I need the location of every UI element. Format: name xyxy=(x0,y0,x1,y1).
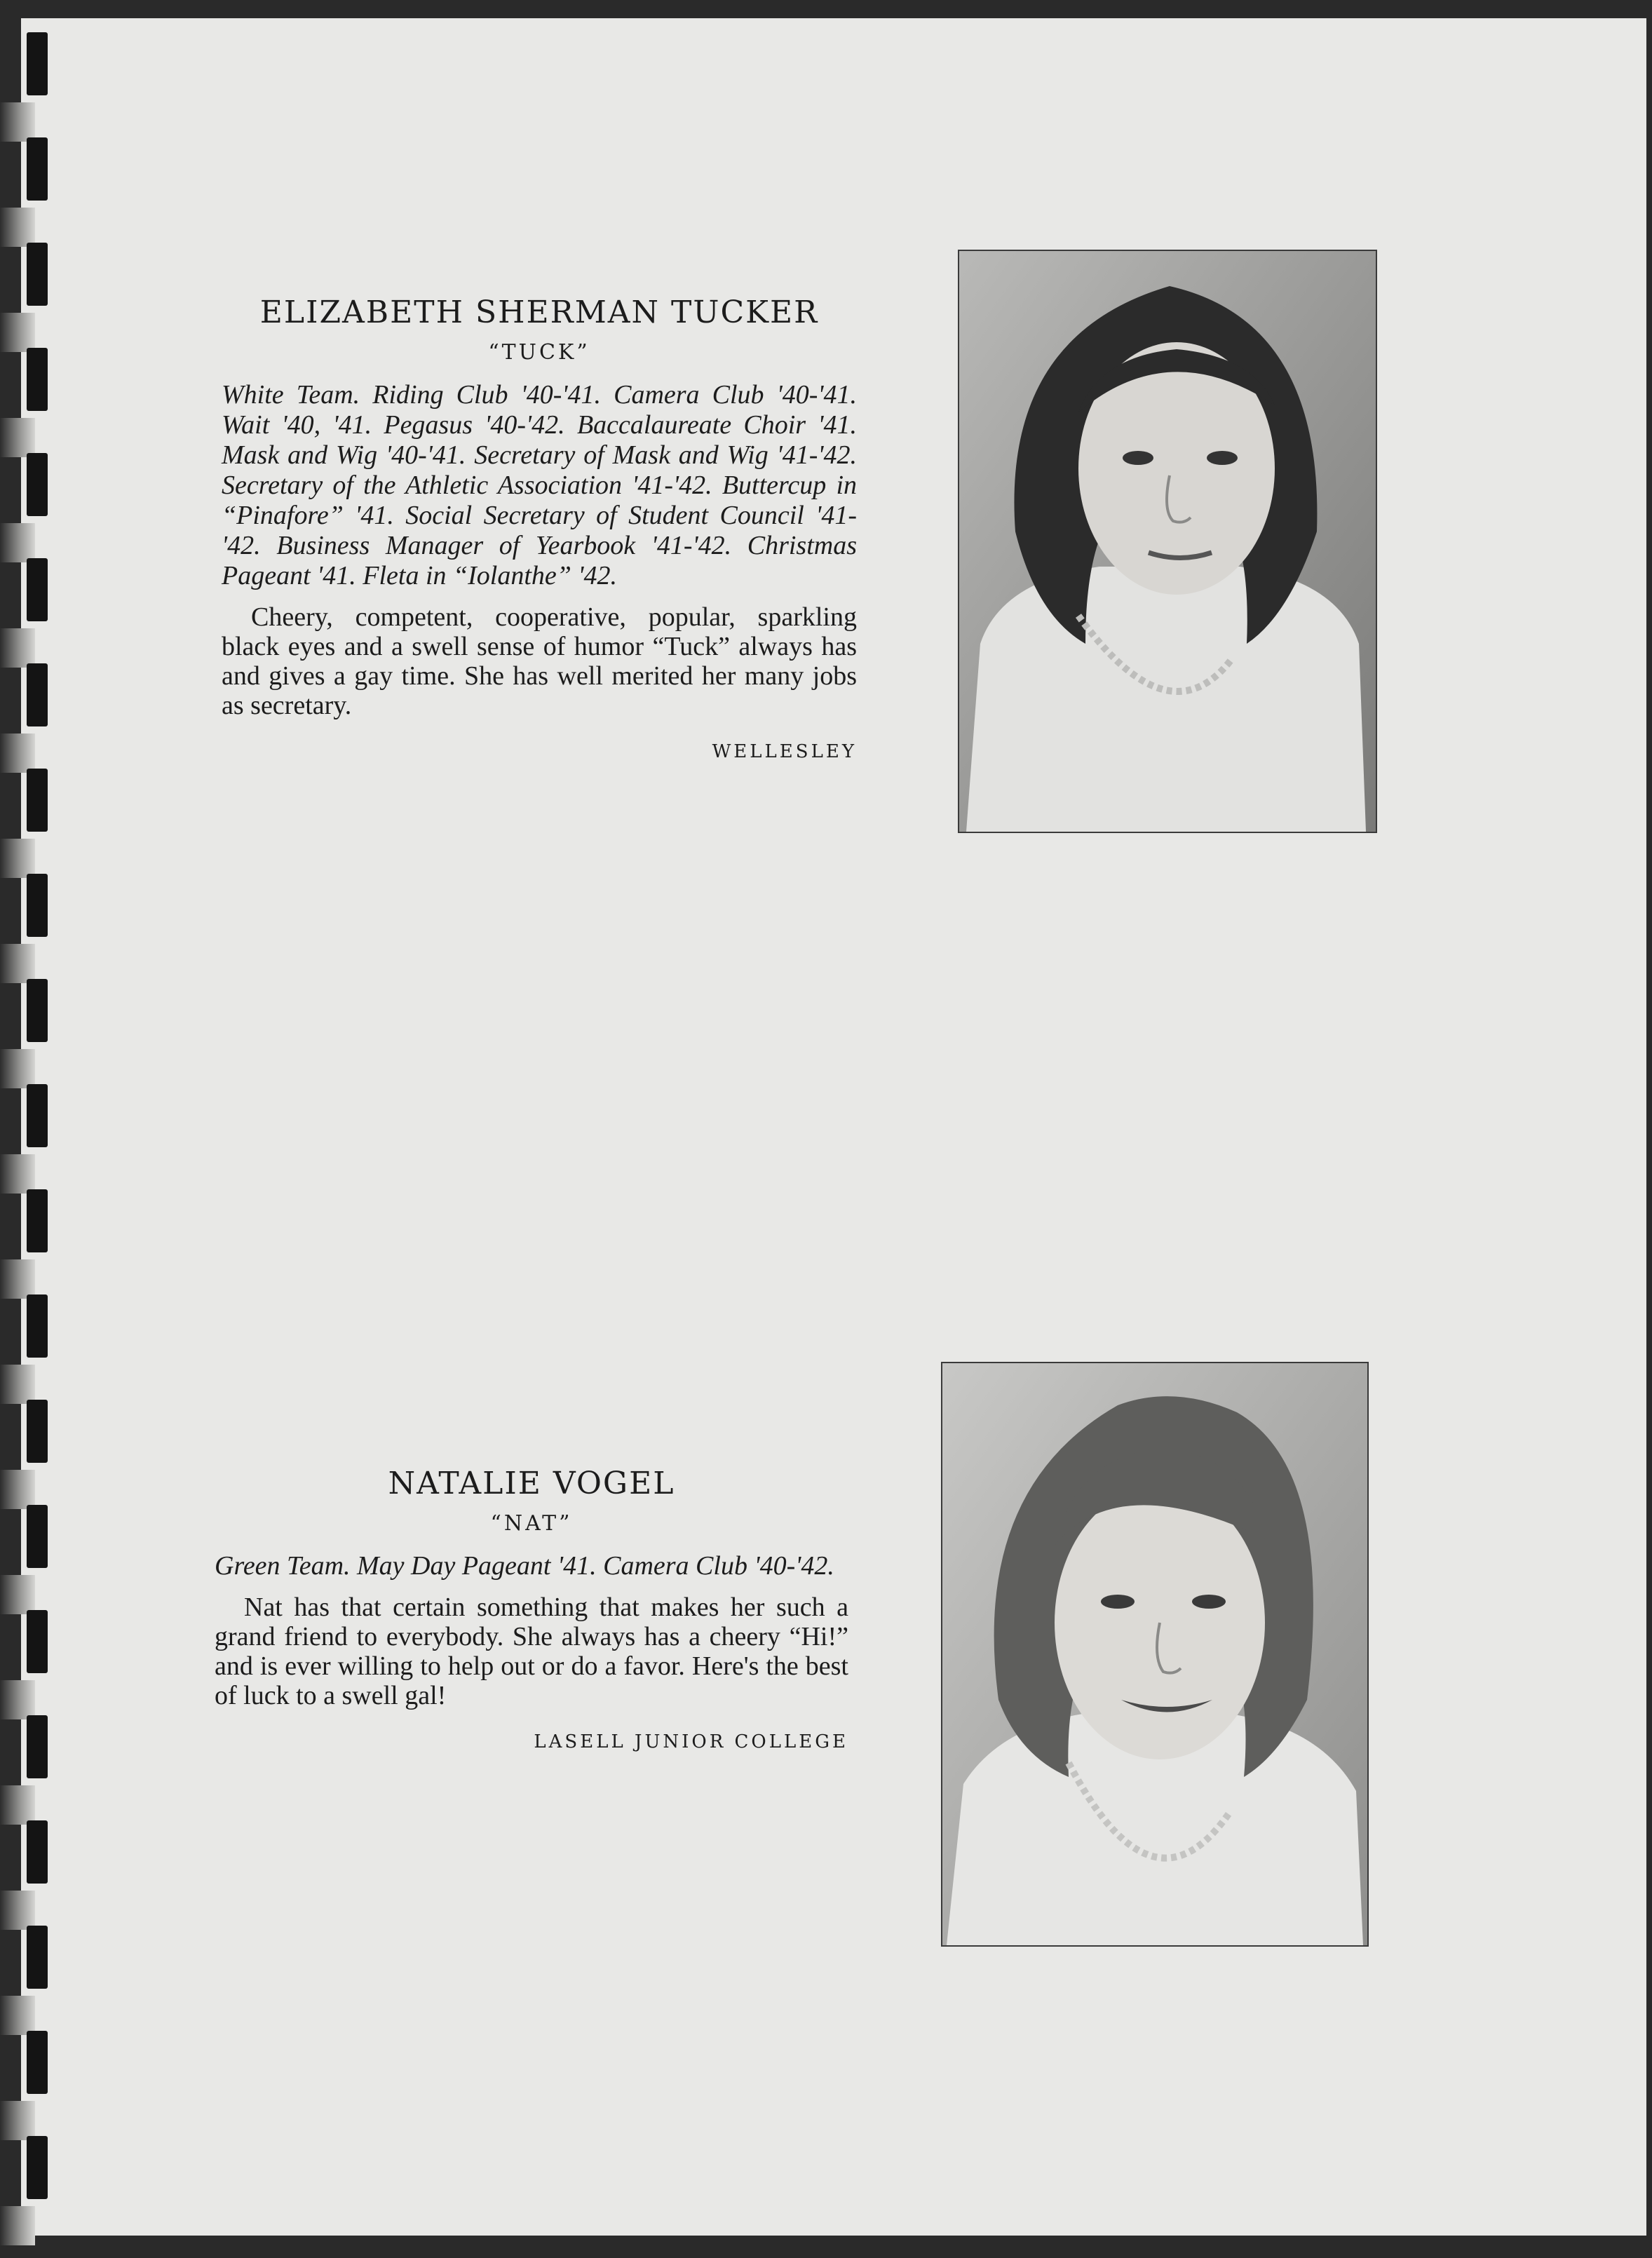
binding-gap xyxy=(0,628,35,668)
binding-ring xyxy=(27,32,48,95)
binding-ring xyxy=(27,348,48,411)
binding-gap xyxy=(0,313,35,352)
binding-ring xyxy=(27,663,48,726)
binding-gap xyxy=(0,208,35,247)
binding-gap xyxy=(0,1575,35,1614)
binding-ring xyxy=(27,1400,48,1463)
binding-gap xyxy=(0,523,35,562)
spiral-binding xyxy=(0,18,49,2236)
student-school: LASELL JUNIOR COLLEGE xyxy=(534,1731,848,1752)
binding-gap xyxy=(0,944,35,983)
portrait-image xyxy=(959,251,1376,832)
binding-gap xyxy=(0,1365,35,1404)
portrait-image xyxy=(942,1363,1367,1945)
binding-ring xyxy=(27,1189,48,1252)
binding-gap xyxy=(0,102,35,142)
student-activities: Green Team. May Day Pageant '41. Camera Club '40-'42. xyxy=(215,1551,834,1581)
student-nickname: “TUCK” xyxy=(488,340,590,365)
portrait-photo-tucker xyxy=(958,250,1377,833)
portrait-photo-vogel xyxy=(941,1362,1369,1947)
student-activities: White Team. Riding Club '40-'41. Camera Club '40-'41. Wait '40, '41. Pegasus '40-'42. Baccalaureate Choir '41. Mask and Wig '40-'41. Secretary of Mask and Wig '41-'42. Secretary of the Athletic Association '41-'42. Buttercup in “Pinafore” '41. Social Secretary of Student Council '41-'42. Business Manager of Yearbook '41-'42. Christmas Pageant '41. Fleta in “Iolanthe” '42. xyxy=(222,380,857,590)
binding-ring xyxy=(27,1715,48,1778)
student-description: Nat has that certain something that makes her such a grand friend to everybody. She always has a cheery “Hi!” and is ever willing to help out or do a favor. Here's the best of luck to a swell gal! xyxy=(215,1593,848,1710)
student-school: WELLESLEY xyxy=(712,741,857,762)
binding-gap xyxy=(0,1785,35,1825)
student-name: ELIZABETH SHERMAN TUCKER xyxy=(259,295,819,330)
binding-gap xyxy=(0,2206,35,2245)
binding-ring xyxy=(27,558,48,621)
binding-ring xyxy=(27,2031,48,2094)
entry-tucker xyxy=(222,295,857,762)
binding-gap xyxy=(0,1259,35,1299)
binding-gap xyxy=(0,418,35,457)
binding-gap xyxy=(0,1470,35,1509)
student-nickname: “NAT” xyxy=(490,1511,573,1536)
binding-ring xyxy=(27,1294,48,1358)
binding-ring xyxy=(27,1820,48,1884)
binding-ring xyxy=(27,979,48,1042)
binding-ring xyxy=(27,874,48,937)
binding-ring xyxy=(27,1084,48,1147)
binding-gap xyxy=(0,1680,35,1719)
binding-gap xyxy=(0,839,35,878)
binding-ring xyxy=(27,2136,48,2199)
student-name: NATALIE VOGEL xyxy=(388,1466,675,1501)
binding-gap xyxy=(0,1154,35,1194)
binding-ring xyxy=(27,243,48,306)
binding-ring xyxy=(27,453,48,516)
student-description: Cheery, competent, cooperative, popular, sparkling black eyes and a swell sense of humor “Tuck” always has and gives a gay time. She has well merited her many jobs as secretary. xyxy=(222,602,857,720)
binding-ring xyxy=(27,1926,48,1989)
binding-gap xyxy=(0,2101,35,2140)
binding-ring xyxy=(27,769,48,832)
binding-gap xyxy=(0,1891,35,1930)
binding-ring xyxy=(27,1505,48,1568)
binding-gap xyxy=(0,733,35,773)
binding-gap xyxy=(0,1049,35,1088)
entry-vogel xyxy=(215,1466,848,1752)
binding-ring xyxy=(27,137,48,201)
binding-ring xyxy=(27,1610,48,1673)
binding-gap xyxy=(0,1996,35,2035)
